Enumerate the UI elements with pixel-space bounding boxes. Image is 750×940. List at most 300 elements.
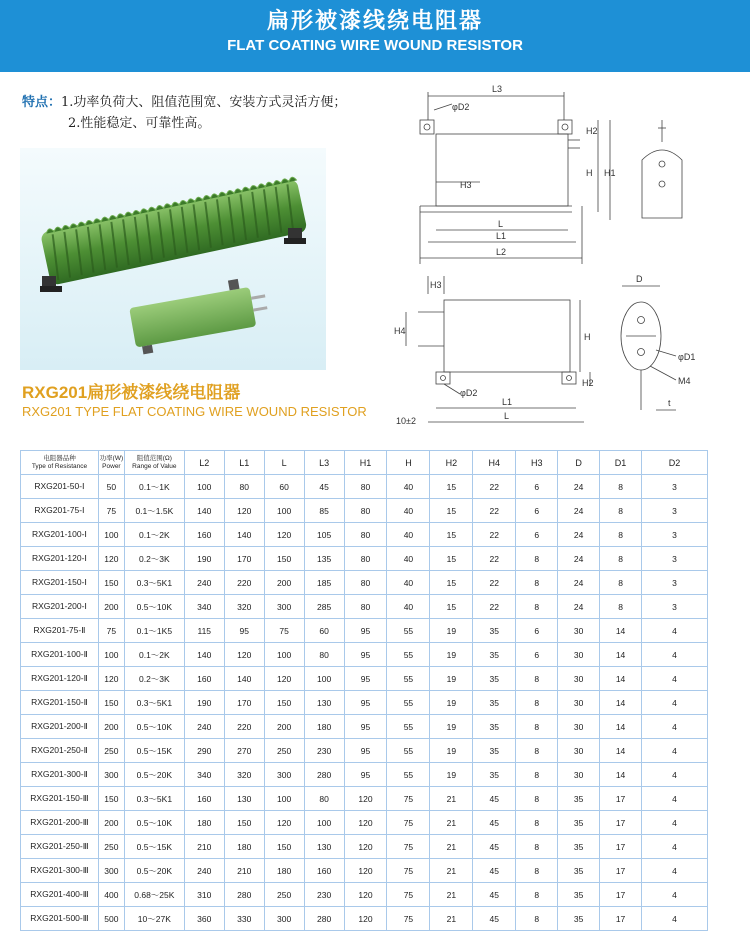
table-cell: 80: [344, 523, 387, 547]
label-d2: φD2: [452, 102, 470, 112]
table-cell: 4: [642, 619, 708, 643]
table-cell: 75: [387, 787, 430, 811]
table-cell: 30: [558, 739, 600, 763]
table-cell: 21: [430, 907, 473, 931]
table-cell: 200: [98, 811, 124, 835]
table-cell: 35: [473, 619, 516, 643]
table-cell: 170: [224, 547, 264, 571]
table-cell: 60: [264, 475, 304, 499]
table-cell: 80: [304, 787, 344, 811]
table-cell: 8: [600, 571, 642, 595]
table-cell: 21: [430, 811, 473, 835]
table-cell: 21: [430, 859, 473, 883]
table-cell: 280: [304, 763, 344, 787]
table-cell: 300: [264, 907, 304, 931]
table-cell: 40: [387, 571, 430, 595]
table-cell: 45: [473, 811, 516, 835]
table-cell: 100: [304, 667, 344, 691]
table-cell: 40: [387, 523, 430, 547]
column-header: H2: [430, 451, 473, 475]
table-cell: 280: [304, 907, 344, 931]
table-cell: 35: [558, 907, 600, 931]
table-cell: 95: [344, 715, 387, 739]
column-header: H1: [344, 451, 387, 475]
label-d2-b: φD2: [460, 388, 478, 398]
table-cell: 130: [304, 691, 344, 715]
table-cell: 10～27K: [124, 907, 184, 931]
table-cell: 24: [558, 571, 600, 595]
table-cell: 95: [344, 691, 387, 715]
table-cell: 30: [558, 667, 600, 691]
table-cell: 35: [558, 883, 600, 907]
table-cell: 100: [264, 787, 304, 811]
table-cell: 35: [473, 643, 516, 667]
table-cell: 95: [344, 667, 387, 691]
table-cell: 19: [430, 691, 473, 715]
table-cell: 120: [344, 859, 387, 883]
table-cell: 200: [264, 715, 304, 739]
header-banner: [0, 0, 750, 72]
table-cell: 270: [224, 739, 264, 763]
table-cell: 75: [98, 499, 124, 523]
table-cell: 130: [224, 787, 264, 811]
table-cell: 95: [344, 619, 387, 643]
table-cell: 120: [98, 547, 124, 571]
table-cell: 40: [387, 547, 430, 571]
table-cell: 3: [642, 571, 708, 595]
table-cell: 0.1～2K: [124, 643, 184, 667]
table-cell: 0.5～15K: [124, 739, 184, 763]
table-cell: 250: [264, 739, 304, 763]
table-cell: 8: [516, 859, 558, 883]
column-header: [21, 451, 99, 475]
table-cell: 8: [516, 835, 558, 859]
table-cell: 120: [264, 667, 304, 691]
table-cell: 14: [600, 691, 642, 715]
table-cell: 8: [600, 547, 642, 571]
table-cell: 8: [516, 571, 558, 595]
table-cell: 170: [224, 691, 264, 715]
table-cell: 8: [516, 691, 558, 715]
label-d: D: [636, 274, 643, 284]
label-l2: L2: [496, 247, 507, 257]
table-cell: 240: [184, 715, 224, 739]
table-cell: 280: [224, 883, 264, 907]
table-cell: 21: [430, 787, 473, 811]
table-cell: 14: [600, 739, 642, 763]
table-cell: 17: [600, 859, 642, 883]
table-cell: 200: [264, 571, 304, 595]
table-cell: 6: [516, 643, 558, 667]
table-cell: 8: [516, 667, 558, 691]
table-cell: 140: [184, 499, 224, 523]
table-cell: 35: [473, 667, 516, 691]
table-cell: 75: [387, 835, 430, 859]
table-cell: 40: [387, 475, 430, 499]
table-cell: 160: [184, 667, 224, 691]
table-cell: 300: [264, 763, 304, 787]
table-cell: 15: [430, 499, 473, 523]
table-cell: 200: [98, 595, 124, 619]
table-cell: 0.1～2K: [124, 523, 184, 547]
column-header: L2: [184, 451, 224, 475]
table-cell: 4: [642, 739, 708, 763]
table-cell: 3: [642, 475, 708, 499]
table-cell: RXG201-50-Ⅰ: [21, 475, 99, 499]
label-h3-b: H3: [430, 280, 442, 290]
label-h4: H4: [394, 326, 406, 336]
table-cell: 8: [516, 811, 558, 835]
table-row: [21, 883, 708, 907]
table-cell: 80: [344, 595, 387, 619]
label-t: t: [668, 398, 671, 408]
table-cell: 160: [184, 523, 224, 547]
table-cell: 55: [387, 691, 430, 715]
table-cell: 230: [304, 739, 344, 763]
table-cell: 45: [473, 787, 516, 811]
table-row: [21, 811, 708, 835]
table-cell: 210: [224, 859, 264, 883]
table-cell: 4: [642, 883, 708, 907]
table-cell: 6: [516, 475, 558, 499]
table-cell: 75: [387, 883, 430, 907]
table-row: [21, 907, 708, 931]
table-cell: 0.5～20K: [124, 859, 184, 883]
table-row: [21, 595, 708, 619]
dimension-drawings: [360, 80, 740, 440]
table-cell: 220: [224, 715, 264, 739]
table-cell: 19: [430, 763, 473, 787]
table-cell: 120: [98, 667, 124, 691]
table-cell: 80: [344, 499, 387, 523]
table-cell: 14: [600, 619, 642, 643]
table-cell: 0.1～1K5: [124, 619, 184, 643]
table-cell: 8: [600, 595, 642, 619]
column-header: H3: [516, 451, 558, 475]
table-row: [21, 571, 708, 595]
page-title: 扁形被漆线绕电阻器: [266, 9, 483, 34]
table-cell: 80: [344, 547, 387, 571]
feature-item-1: 1.功率负荷大、阻值范围宽、安装方式灵活方便；: [61, 95, 347, 110]
table-cell: 75: [98, 619, 124, 643]
table-row: [21, 499, 708, 523]
table-cell: 8: [600, 499, 642, 523]
table-cell: 45: [473, 907, 516, 931]
table-cell: 80: [304, 643, 344, 667]
table-cell: 55: [387, 715, 430, 739]
table-cell: RXG201-500-Ⅲ: [21, 907, 99, 931]
table-cell: 120: [224, 643, 264, 667]
table-cell: 300: [98, 763, 124, 787]
table-cell: 55: [387, 763, 430, 787]
table-cell: 24: [558, 475, 600, 499]
table-cell: RXG201-250-Ⅱ: [21, 739, 99, 763]
table-cell: 8: [516, 787, 558, 811]
feature-item-2: 2.性能稳定、可靠性高。: [68, 116, 211, 131]
table-cell: 320: [224, 595, 264, 619]
table-cell: 0.68～25K: [124, 883, 184, 907]
table-cell: 40: [387, 595, 430, 619]
table-cell: RXG201-100-Ⅰ: [21, 523, 99, 547]
table-cell: 30: [558, 715, 600, 739]
table-row: [21, 715, 708, 739]
table-cell: RXG201-150-Ⅲ: [21, 787, 99, 811]
table-cell: 6: [516, 499, 558, 523]
table-cell: RXG201-120-Ⅰ: [21, 547, 99, 571]
table-cell: 8: [516, 547, 558, 571]
table-cell: 130: [304, 835, 344, 859]
end-view-drawing-top: [642, 120, 682, 218]
table-cell: RXG201-150-Ⅱ: [21, 691, 99, 715]
table-cell: 8: [516, 595, 558, 619]
table-cell: 17: [600, 883, 642, 907]
table-cell: 360: [184, 907, 224, 931]
table-cell: 4: [642, 643, 708, 667]
table-cell: RXG201-200-Ⅰ: [21, 595, 99, 619]
table-cell: 24: [558, 595, 600, 619]
table-cell: 340: [184, 763, 224, 787]
table-cell: 19: [430, 715, 473, 739]
table-cell: 180: [264, 859, 304, 883]
table-row: [21, 691, 708, 715]
table-cell: 17: [600, 787, 642, 811]
table-cell: 55: [387, 739, 430, 763]
label-m4: M4: [678, 376, 691, 386]
table-cell: 190: [184, 547, 224, 571]
table-cell: 0.3～5K1: [124, 691, 184, 715]
table-cell: 140: [224, 667, 264, 691]
column-header: L1: [224, 451, 264, 475]
table-cell: 35: [473, 763, 516, 787]
table-cell: 80: [344, 571, 387, 595]
table-cell: 45: [473, 883, 516, 907]
table-cell: 17: [600, 835, 642, 859]
table-cell: 95: [344, 739, 387, 763]
table-cell: 0.3～5K1: [124, 787, 184, 811]
page-subtitle: FLAT COATING WIRE WOUND RESISTOR: [227, 37, 523, 54]
table-cell: RXG201-100-Ⅱ: [21, 643, 99, 667]
label-h1: H1: [604, 168, 616, 178]
table-cell: 150: [98, 571, 124, 595]
table-cell: 0.1～1.5K: [124, 499, 184, 523]
table-cell: 300: [98, 859, 124, 883]
table-cell: 240: [184, 571, 224, 595]
table-row: [21, 739, 708, 763]
column-header-en: Range of Value: [132, 462, 177, 470]
table-row: [21, 523, 708, 547]
product-photo: [20, 148, 326, 370]
table-cell: 8: [516, 763, 558, 787]
table-cell: 150: [264, 835, 304, 859]
table-cell: 340: [184, 595, 224, 619]
table-cell: 55: [387, 667, 430, 691]
product-subtitle: RXG201 TYPE FLAT COATING WIRE WOUND RESISTOR: [22, 404, 367, 419]
table-cell: 150: [264, 691, 304, 715]
column-header: L: [264, 451, 304, 475]
table-cell: 24: [558, 499, 600, 523]
label-h3: H3: [460, 180, 472, 190]
table-cell: 180: [304, 715, 344, 739]
table-row: [21, 763, 708, 787]
table-cell: 8: [516, 715, 558, 739]
label-h2: H2: [586, 126, 598, 136]
table-cell: 4: [642, 715, 708, 739]
table-cell: 3: [642, 499, 708, 523]
column-header-en: Type of Resistance: [31, 462, 88, 470]
table-cell: 75: [387, 811, 430, 835]
table-cell: RXG201-400-Ⅲ: [21, 883, 99, 907]
table-cell: 4: [642, 691, 708, 715]
features-block: [22, 92, 346, 134]
table-cell: 22: [473, 571, 516, 595]
table-cell: 120: [224, 499, 264, 523]
table-cell: 19: [430, 619, 473, 643]
table-cell: 160: [304, 859, 344, 883]
table-cell: 0.1～1K: [124, 475, 184, 499]
table-cell: 50: [98, 475, 124, 499]
table-cell: 3: [642, 523, 708, 547]
table-cell: 6: [516, 619, 558, 643]
table-cell: 14: [600, 715, 642, 739]
label-h2-b: H2: [582, 378, 594, 388]
table-cell: 19: [430, 739, 473, 763]
table-cell: 21: [430, 835, 473, 859]
table-row: [21, 547, 708, 571]
table-cell: 330: [224, 907, 264, 931]
label-h-b: H: [584, 332, 591, 342]
table-cell: 120: [344, 883, 387, 907]
table-cell: 290: [184, 739, 224, 763]
table-cell: 6: [516, 523, 558, 547]
table-cell: 100: [264, 499, 304, 523]
table-cell: 24: [558, 523, 600, 547]
table-cell: 55: [387, 619, 430, 643]
table-cell: 120: [264, 811, 304, 835]
table-cell: 3: [642, 547, 708, 571]
table-header-row: [21, 451, 708, 475]
table-cell: 230: [304, 883, 344, 907]
table-cell: 85: [304, 499, 344, 523]
table-cell: 95: [224, 619, 264, 643]
table-cell: 4: [642, 667, 708, 691]
table-cell: 105: [304, 523, 344, 547]
spec-table: [20, 450, 708, 931]
table-cell: 0.2～3K: [124, 547, 184, 571]
table-cell: 120: [264, 523, 304, 547]
table-cell: 100: [264, 643, 304, 667]
table-cell: 15: [430, 523, 473, 547]
table-cell: 4: [642, 763, 708, 787]
table-cell: 22: [473, 547, 516, 571]
table-cell: 120: [344, 907, 387, 931]
table-cell: 19: [430, 667, 473, 691]
column-header: L3: [304, 451, 344, 475]
table-cell: 0.3～5K1: [124, 571, 184, 595]
table-cell: 17: [600, 907, 642, 931]
table-cell: 120: [344, 835, 387, 859]
table-cell: 500: [98, 907, 124, 931]
table-cell: 0.5～15K: [124, 835, 184, 859]
table-cell: 3: [642, 595, 708, 619]
table-cell: 160: [184, 787, 224, 811]
column-header: D1: [600, 451, 642, 475]
table-cell: 310: [184, 883, 224, 907]
table-cell: 185: [304, 571, 344, 595]
table-row: [21, 475, 708, 499]
label-l1-b: L1: [502, 397, 513, 407]
table-cell: 4: [642, 859, 708, 883]
table-cell: 150: [224, 811, 264, 835]
table-cell: 80: [344, 475, 387, 499]
table-cell: 4: [642, 787, 708, 811]
table-cell: 4: [642, 835, 708, 859]
table-cell: 15: [430, 571, 473, 595]
column-header: [124, 451, 184, 475]
table-cell: 180: [224, 835, 264, 859]
table-cell: 45: [473, 859, 516, 883]
table-cell: 180: [184, 811, 224, 835]
table-cell: 4: [642, 811, 708, 835]
table-cell: RXG201-75-Ⅰ: [21, 499, 99, 523]
table-cell: RXG201-120-Ⅱ: [21, 667, 99, 691]
table-cell: 285: [304, 595, 344, 619]
table-cell: 8: [516, 883, 558, 907]
table-cell: 4: [642, 907, 708, 931]
top-view-drawing: [394, 276, 594, 426]
table-cell: 150: [264, 547, 304, 571]
table-cell: 150: [98, 787, 124, 811]
table-cell: 400: [98, 883, 124, 907]
table-cell: 95: [344, 643, 387, 667]
table-cell: 100: [184, 475, 224, 499]
table-cell: 200: [98, 715, 124, 739]
table-row: [21, 643, 708, 667]
table-cell: 320: [224, 763, 264, 787]
table-cell: 14: [600, 643, 642, 667]
table-cell: 15: [430, 475, 473, 499]
table-cell: 8: [516, 739, 558, 763]
table-cell: 140: [184, 643, 224, 667]
table-cell: 120: [344, 811, 387, 835]
table-cell: 30: [558, 643, 600, 667]
table-cell: 75: [264, 619, 304, 643]
table-cell: 95: [344, 763, 387, 787]
table-cell: 35: [473, 691, 516, 715]
table-cell: 100: [304, 811, 344, 835]
table-cell: 250: [98, 739, 124, 763]
table-body: [21, 475, 708, 931]
table-cell: 55: [387, 643, 430, 667]
table-cell: 190: [184, 691, 224, 715]
table-cell: 0.5～10K: [124, 715, 184, 739]
table-cell: 140: [224, 523, 264, 547]
table-cell: RXG201-150-Ⅰ: [21, 571, 99, 595]
table-cell: 150: [98, 691, 124, 715]
table-cell: 35: [558, 787, 600, 811]
table-cell: 0.5～10K: [124, 595, 184, 619]
table-cell: 115: [184, 619, 224, 643]
table-cell: 300: [264, 595, 304, 619]
table-cell: 14: [600, 667, 642, 691]
table-cell: 240: [184, 859, 224, 883]
table-cell: RXG201-200-Ⅲ: [21, 811, 99, 835]
label-tolerance: 10±2: [396, 416, 416, 426]
table-cell: 35: [473, 715, 516, 739]
table-cell: RXG201-300-Ⅱ: [21, 763, 99, 787]
table-cell: 30: [558, 619, 600, 643]
column-header: D: [558, 451, 600, 475]
table-cell: RXG201-75-Ⅱ: [21, 619, 99, 643]
